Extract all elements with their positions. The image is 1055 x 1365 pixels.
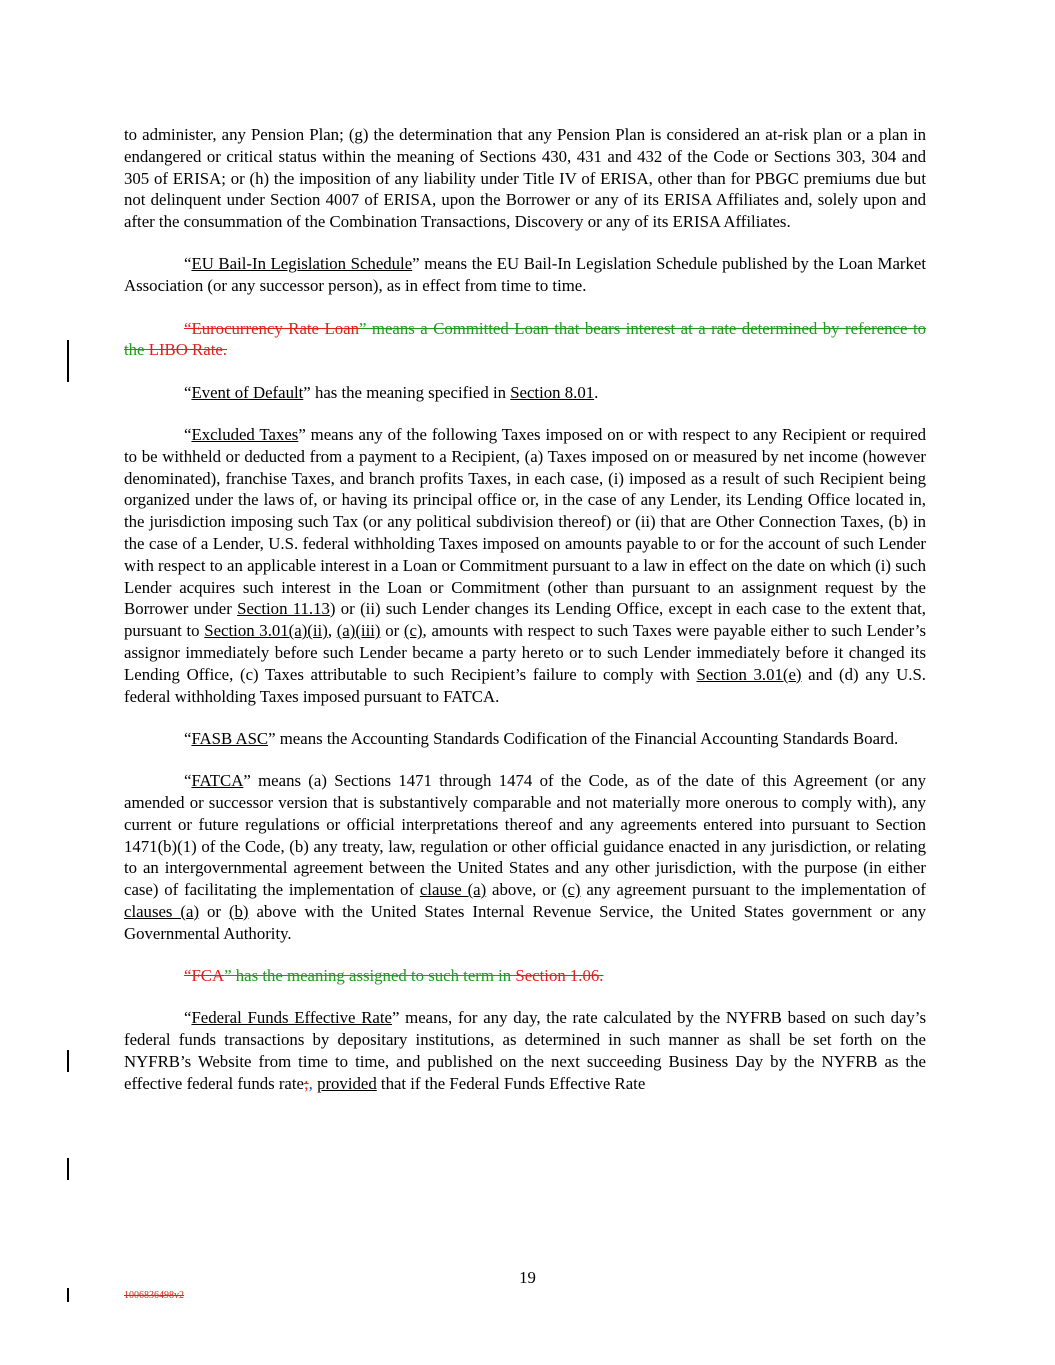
definition-federal-funds-effective-rate xyxy=(124,1007,926,1094)
definition-text: and (d) any U.S. federal withholding Taxes imposed pursuant to FATCA. xyxy=(124,664,926,706)
clause-reference: (b) xyxy=(228,901,249,921)
section-reference: Section 3.01(e) xyxy=(696,664,802,684)
section-reference: Section 8.01 xyxy=(510,382,595,402)
change-bar xyxy=(67,1288,69,1302)
change-bar xyxy=(67,1158,69,1180)
quote-mark: “ xyxy=(184,424,192,444)
quote-mark: “ xyxy=(184,254,192,274)
quote-mark: “ xyxy=(184,771,192,791)
deleted-defined-term: Eurocurrency Rate Loan xyxy=(191,318,359,338)
definition-text: ” has the meaning specified in xyxy=(303,382,511,402)
deleted-moved-text: Loan that bears interest at a rate determined by reference to the xyxy=(124,318,926,360)
deleted-moved-text: ” means a Committed xyxy=(358,318,515,338)
definition-text: that if the Federal Funds Effective Rate xyxy=(376,1073,646,1093)
section-reference: (c) xyxy=(403,621,423,641)
change-bar xyxy=(67,340,69,382)
defined-term: Event of Default xyxy=(191,382,304,402)
definition-text: . xyxy=(594,382,599,402)
section-reference: Section 11.13 xyxy=(237,599,330,619)
definition-text: ” means the EU Bail-In Legislation Schedule published by the Loan Market Association (or any successor person), as in effect from time to time. xyxy=(124,254,926,296)
definition-text: ” means the Accounting Standards Codification of the Financial Accounting Standards Board. xyxy=(268,728,899,748)
definition-text: ” means (a) Sections 1471 through 1474 of the Code, as of the date of this Agreement (or any amended or successor version that is substantively comparable and not materially more onerous to comply with), any current or future regulations or official interpretations thereof and any agreements entered into pursuant to Section 1471(b)(1) of the Code, (b) any treaty, law, regulation or other official guidance enacted in any jurisdiction, or relating to an intergovernmental agreement between the United States and any other jurisdiction, with the purpose (in either case) of facilitating the implementation of xyxy=(124,771,926,900)
deleted-text: “ xyxy=(184,966,192,985)
defined-term: FASB ASC xyxy=(191,728,269,748)
definition-fatca xyxy=(124,770,926,944)
paragraph-erisa-event-continued xyxy=(124,124,926,233)
deleted-text: LIBO Rate. xyxy=(148,340,227,360)
definition-text: , amounts with respect to such Taxes were payable either to such Lender’s assignor immediately before such Lender became a party hereto or to such Lender immediately before it changed its Lending Office, (c) Taxes attributable to such Recipient’s failure to comply with xyxy=(124,621,926,684)
definition-text: ” means, for any day, the rate calculated by the NYFRB based on such day’s federal funds transactions by depositary institutions, as determined in such manner as shall be set forth on the NYFRB’s Website from time to time, and published on the next succeeding Business Day by the NYFRB as the effective federal funds rate xyxy=(124,1008,926,1093)
emphasized-term: provided xyxy=(317,1073,377,1093)
inserted-text: , xyxy=(308,1073,313,1093)
definition-text: or xyxy=(380,621,404,641)
definition-text: ” means any of the following Taxes imposed on or with respect to any Recipient or required to be withheld or deducted from a payment to a Recipient, (a) Taxes imposed on or measured by net income (however denominated), franchise Taxes, and branch profits Taxes, in each case, (i) imposed as a result of such Recipient being organized under the laws of, or having its principal office or, in the case of any Lender, its Lending Office located in, the jurisdiction imposing such Tax (or any political subdivision thereof) or (ii) that are Other Connection Taxes, (b) in the case of a Lender, U.S. federal withholding Taxes imposed on amounts payable to or for the account of such Lender with respect to an applicable interest in a Loan or Commitment pursuant to a law in effect on the date on which (i) such Lender acquires such interest in the Loan or Commitment (other than pursuant to an assignment request by the Borrower under xyxy=(124,424,926,619)
deleted-text: . xyxy=(599,966,604,985)
deleted-defined-term: FCA xyxy=(191,966,225,985)
deleted-text: “ xyxy=(184,318,192,338)
definition-fasb-asc xyxy=(124,728,926,750)
defined-term: Excluded Taxes xyxy=(191,424,299,444)
definition-event-of-default xyxy=(124,382,926,404)
deleted-section-reference: Section 1.06 xyxy=(515,966,600,985)
quote-mark: “ xyxy=(184,382,192,402)
section-reference: (a)(iii) xyxy=(336,621,381,641)
document-id: 1006836498v2 xyxy=(124,1290,184,1301)
definition-excluded-taxes xyxy=(124,424,926,707)
page-number: 19 xyxy=(519,1268,536,1287)
definition-text: above with the United States Internal Revenue Service, the United States government or any Governmental Authority. xyxy=(124,901,927,943)
deleted-text: ; xyxy=(303,1073,309,1093)
quote-mark: “ xyxy=(184,728,192,748)
quote-mark: “ xyxy=(184,1008,192,1028)
change-bar xyxy=(67,1050,69,1072)
text: to administer, any Pension Plan; (g) the determination that any Pension Plan is considered an at-risk plan or a plan in endangered or critical status within the meaning of Sections 430, 431 and 432 of the Code or Sections 303, 304 and 305 of ERISA; or (h) the imposition of any liability under Title IV of ERISA, other than for PBGC premiums due but not delinquent under Section 4007 of ERISA, upon the Borrower or any of its ERISA Affiliates and, solely upon and after the consummation of the Combination Transactions, Discovery or any of its ERISA Affiliates. xyxy=(124,125,926,232)
clause-reference: clause (a) xyxy=(419,880,487,900)
deleted-moved-text: ” has the meaning assigned to such term in xyxy=(224,966,516,985)
clause-reference: (c) xyxy=(561,880,581,900)
defined-term: FATCA xyxy=(191,771,244,791)
definition-eu-bail-in-legislation-schedule xyxy=(124,253,926,297)
defined-term: EU Bail-In Legislation Schedule xyxy=(191,254,413,274)
document-body xyxy=(124,124,926,1115)
definition-fca-deleted xyxy=(124,965,926,987)
definition-text: above, or xyxy=(486,880,562,900)
section-reference: Section 3.01(a)(ii) xyxy=(204,621,328,641)
definition-text: or xyxy=(199,901,229,921)
definition-text: ) or (ii) such Lender changes its Lending Office, except in each case to the extent that, pursuant to xyxy=(124,599,927,641)
definition-text: any agreement pursuant to the implementation of xyxy=(580,880,926,900)
clause-reference: clauses (a) xyxy=(124,901,200,921)
defined-term: Federal Funds Effective Rate xyxy=(191,1008,392,1028)
definition-text: , xyxy=(327,621,337,641)
definition-eurocurrency-rate-loan-deleted xyxy=(124,318,926,362)
